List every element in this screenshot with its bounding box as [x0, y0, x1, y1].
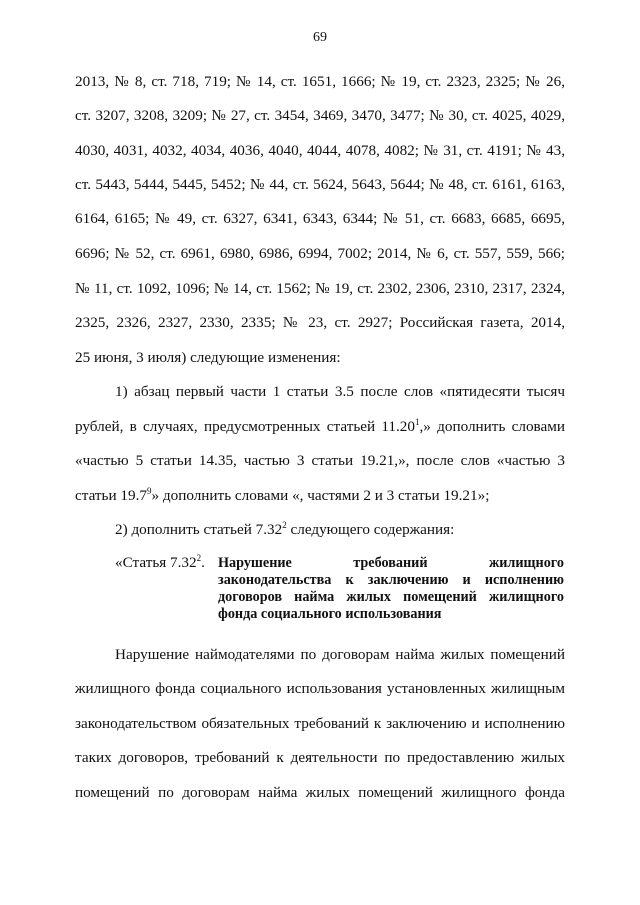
item1-line-4 [75, 487, 565, 505]
item1-line-4-text-post: » дополнить словами «, частями 2 и 3 статьи 19.21»; [151, 487, 490, 504]
article-heading-line-2: законодательства к заключению и исполнению [218, 572, 564, 588]
article-heading-line-1: Нарушение требований жилищного [218, 555, 564, 571]
item1-line-1: 1) абзац первый части 1 статьи 3.5 после слов «пятидесяти тысяч [115, 383, 565, 400]
body-line-1: Нарушение наймодателями по договорам найма жилых помещений [115, 646, 565, 663]
para1-line-5: 6164, 6165; № 49, ст. 6327, 6341, 6343, 6344; № 51, ст. 6683, 6685, 6695, [75, 210, 565, 227]
item2-sup: 2 [282, 520, 287, 530]
item1-line-2 [75, 418, 565, 436]
item1-line-4-sup: 9 [146, 486, 152, 496]
para1-line-2: ст. 3207, 3208, 3209; № 27, ст. 3454, 3469, 3470, 3477; № 30, ст. 4025, 4029, [75, 107, 565, 124]
item2-line [115, 521, 454, 539]
body-line-4: таких договоров, требований к деятельности по предоставлению жилых [75, 749, 565, 766]
body-line-3: законодательством обязательных требований к заключению и исполнению [75, 715, 565, 732]
para1-line-3: 4030, 4031, 4032, 4034, 4036, 4040, 4044, 4078, 4082; № 31, ст. 4191; № 43, [75, 142, 565, 159]
item1-line-3: «частью 5 статьи 14.35, частью 3 статьи 19.21,», после слов «частью 3 [75, 452, 565, 469]
body-line-5: помещений по договорам найма жилых помещений жилищного фонда [75, 784, 565, 801]
para1-line-7: № 11, ст. 1092, 1096; № 14, ст. 1562; № 19, ст. 2302, 2306, 2310, 2317, 2324, [75, 280, 565, 297]
page-number: 69 [313, 30, 327, 45]
article-label-text: «Статья 7.32 [115, 554, 197, 571]
article-heading-line-4: фонда социального использования [218, 606, 442, 622]
para1-line-4: ст. 5443, 5444, 5445, 5452; № 44, ст. 5624, 5643, 5644; № 48, ст. 6161, 6163, [75, 176, 565, 193]
article-label [115, 554, 205, 572]
item1-line-2-sup: 1 [414, 417, 420, 427]
article-label-dot: . [201, 554, 205, 571]
body-line-2: жилищного фонда социального использования установленных жилищным [75, 680, 565, 697]
item2-text: 2) дополнить статьей 7.32 [115, 521, 283, 538]
para1-line-9: 25 июня, 3 июля) следующие изменения: [75, 349, 341, 366]
article-heading-line-3: договоров найма жилых помещений жилищного [218, 589, 564, 605]
article-label-sup: 2 [196, 553, 202, 563]
para1-line-6: 6696; № 52, ст. 6961, 6980, 6986, 6994, 7002; 2014, № 6, ст. 557, 559, 566; [75, 245, 565, 262]
item1-line-2-text-post: ,» дополнить словами [419, 418, 565, 435]
para1-line-1: 2013, № 8, ст. 718, 719; № 14, ст. 1651, 1666; № 19, ст. 2323, 2325; № 26, [75, 73, 565, 90]
item1-line-2-text: рублей, в случаях, предусмотренных статьей 11.20 [75, 418, 415, 435]
para1-line-8: 2325, 2326, 2327, 2330, 2335; № 23, ст. 2927; Российская газета, 2014, [75, 314, 565, 331]
item1-line-4-text: статьи 19.7 [75, 487, 147, 504]
item2-text-post: следующего содержания: [286, 521, 455, 538]
